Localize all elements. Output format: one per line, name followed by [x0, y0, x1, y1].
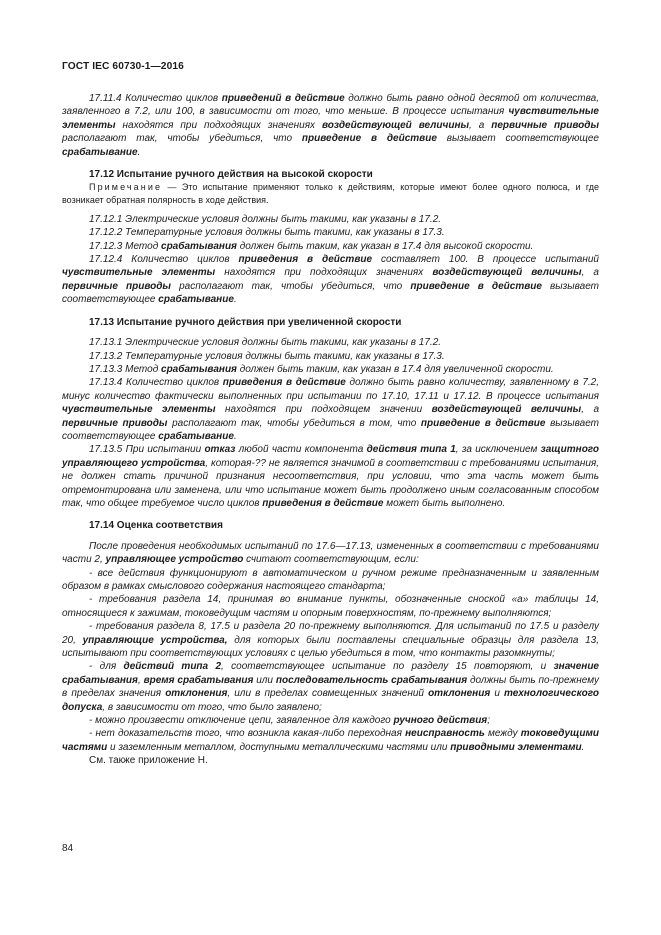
- list-item: - нет доказательств того, что возникла какая-либо переходная неисправность между токоведущими частями и заземленным металлом, доступными металлическими частями или приводными элементами.: [62, 728, 599, 753]
- page-content: [62, 92, 599, 768]
- clause-17-13-1: 17.13.1 Электрические условия должны быть такими, как указаны в 17.2.: [89, 337, 442, 349]
- standard-header: ГОСТ IEC 60730-1—2016: [62, 61, 184, 72]
- note-17-12: Примечание — Это испытание применяют только к действиям, которые имеют более одного полюса, и где возникает обратная полярность в ходе действия.: [62, 182, 599, 205]
- clause-17-12-3: 17.12.3 Метод срабатывания должен быть таким, как указан в 17.4 для высокой скорости.: [89, 240, 534, 252]
- section-17-13-heading: 17.13 Испытание ручного действия при увеличенной скорости: [89, 316, 402, 328]
- clause-17-12-4: 17.12.4 Количество циклов приведения в действие составляет 100. В процессе испытаний чувствительные элементы находятся при подходящих значениях воздействующей величины, а первичные приводы располагают так, чтобы убедиться, что приведение в действие вызывает соответствующее срабатывание.: [62, 254, 599, 306]
- list-item: - для действий типа 2, соответствующее испытание по разделу 15 повторяют, и значение срабатывания, время срабатывания или последовательность срабатывания должны быть по-прежнему в пределах значения отклонения, или в пределах совмещенных значений отклонения и технологического допуска, в зависимости от того, что было заявлено;: [62, 661, 600, 713]
- list-item: - требования раздела 14, принимая во внимание пункты, обозначенные сноской «а» таблицы 14, относящиеся к зажимам, токоведущим частям и опорным поверхностям, по-прежнему выполняются;: [62, 594, 599, 619]
- see-also-note: См. также приложение Н.: [89, 755, 208, 767]
- clause-17-13-4: 17.13.4 Количество циклов приведения в действие должно быть равно количеству, заявленному в 7.2, минус количество фактически выполненных при испытании по 17.10, 17.11 и 17.12. В процессе испытания чувствительные элементы находятся при подходящем значении воздействующей величины, а первичные приводы располагают так, чтобы убедиться в том, что приведение в действие вызывает соответствующее срабатывание.: [62, 377, 600, 442]
- clause-17-11-4: 17.11.4 Количество циклов приведений в действие должно быть равно одной десятой от количества, заявленного в 7.2, или 100, в зависимости от того, что меньше. В процессе испытания чувствительные элементы находятся при подходящих значениях воздействующей величины, а первичные приводы располагают так, чтобы убедиться, что приведение в действие вызывает соответствующее срабатывание.: [62, 93, 599, 158]
- clause-17-13-3: 17.13.3 Метод срабатывания должен быть таким, как указан в 17.4 для увеличенной скорости.: [89, 363, 554, 375]
- list-item: - все действия функционируют в автоматическом и ручном режиме предназначенным и заявленным образом в рамках смыслового содержания настоящего стандарта;: [62, 567, 599, 592]
- clause-17-12-2: 17.12.2 Температурные условия должны быть такими, как указаны в 17.3.: [89, 227, 445, 239]
- section-17-14-heading: 17.14 Оценка соответствия: [89, 520, 223, 532]
- clause-17-14-intro: После проведения необходимых испытаний по 17.6—17.13, измененных в соответствии с требованиями части 2, управляющее устройство считают соответствующим, если:: [62, 540, 599, 566]
- list-item: - требования раздела 8, 17.5 и раздела 20 по-прежнему выполняются. Для испытаний по 17.5 и разделу 20, управляющие устройства, для которых были поставлены специальные образцы для раздела 13, испытывают при соответствующих условиях с целью убедиться в том, что контакты разомкнуты;: [62, 621, 599, 660]
- list-item: - можно произвести отключение цепи, заявленное для каждого ручного действия;: [89, 715, 490, 727]
- clause-17-12-1: 17.12.1 Электрические условия должны быть такими, как указаны в 17.2.: [89, 213, 442, 225]
- clause-17-13-2: 17.13.2 Температурные условия должны быть такими, как указаны в 17.3.: [89, 350, 445, 362]
- page-number: 84: [62, 843, 74, 854]
- clause-17-13-5: 17.13.5 При испытании отказ любой части компонента действия типа 1, за исключением защитного управляющего устройства, которая-?? не является значимой в соответствии с требованиями испытания, не должен стать причиной признания несоответствия, при условии, что эта часть может быть отремонтирована или заменена, или что испытание может быть продолжено иным согласованным способом так, что общее требуемое число циклов приведения в действие может быть выполнено.: [62, 444, 599, 509]
- section-17-12-heading: 17.12 Испытание ручного действия на высокой скорости: [89, 169, 373, 181]
